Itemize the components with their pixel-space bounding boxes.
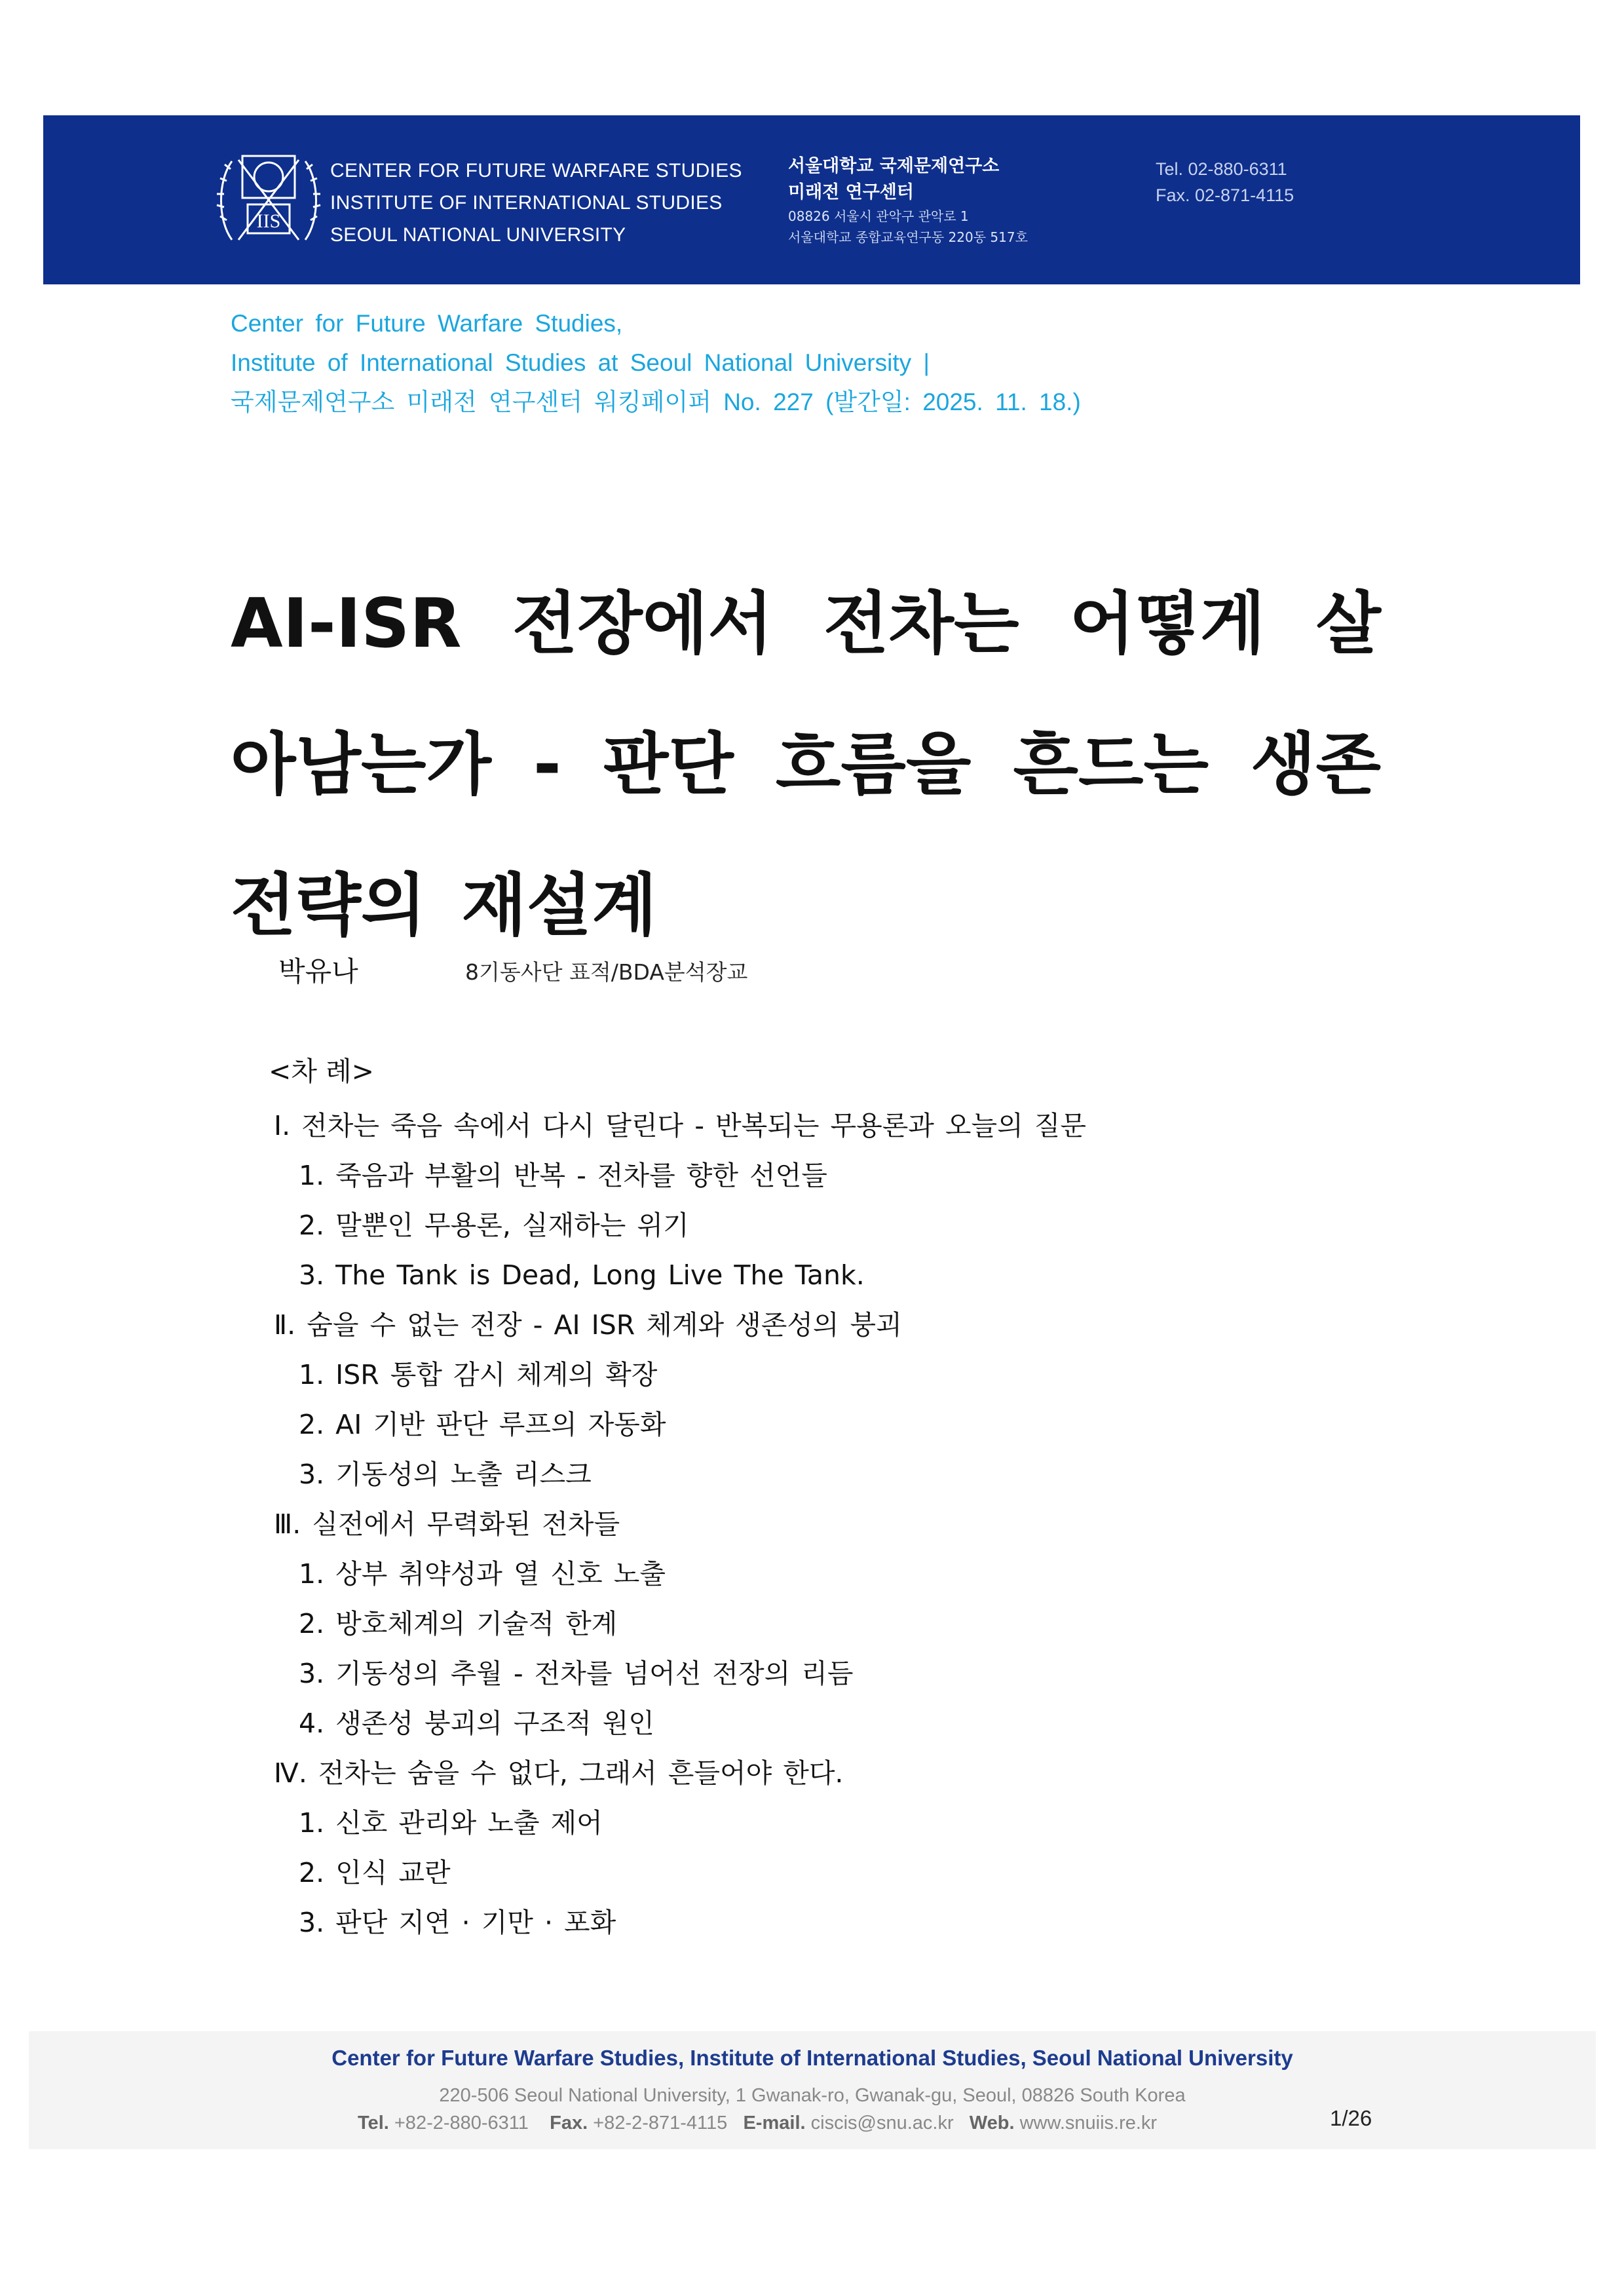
address-korean: 08826 서울시 관악구 관악로 1 [788, 208, 969, 224]
toc-subsection: 2. 인식 교란 [299, 1857, 451, 1888]
toc-subsection: 4. 생존성 붕괴의 구조적 원인 [299, 1708, 654, 1739]
toc-subsection: 2. AI 기반 판단 루프의 자동화 [299, 1409, 666, 1440]
footer-tel: +82-2-880-6311 [394, 2113, 529, 2133]
author-affiliation: 8기동사단 표적/BDA분석장교 [465, 959, 748, 985]
footer-org: Center for Future Warfare Studies, Institute of International Studies, Seoul National University [331, 2046, 1293, 2070]
toc-section: Ⅲ. 실전에서 무력화된 전차들 [274, 1508, 620, 1540]
toc-subsection: 1. ISR 통합 감시 체계의 확장 [299, 1359, 658, 1390]
header-contact [1156, 156, 1294, 208]
footer-address: 220-506 Seoul National University, 1 Gwanak-ro, Gwanak-gu, Seoul, 08826 South Korea [439, 2085, 1186, 2106]
table-of-contents [274, 1101, 1086, 1947]
toc-section: Ⅱ. 숨을 수 없는 전장 - AI ISR 체계와 생존성의 붕괴 [274, 1309, 902, 1341]
author-name: 박유나 [278, 955, 358, 987]
toc-subsection: 3. 기동성의 노출 리스크 [299, 1459, 592, 1490]
header-band [43, 115, 1580, 284]
toc-subsection: 1. 죽음과 부활의 반복 - 전차를 향한 선언들 [299, 1160, 827, 1191]
toc-subsection: 2. 방호체계의 기술적 한계 [299, 1608, 618, 1639]
toc-section: Ⅰ. 전차는 죽음 속에서 다시 달린다 - 반복되는 무용론과 오늘의 질문 [274, 1110, 1086, 1141]
toc-subsection: 1. 상부 취약성과 열 신호 노출 [299, 1558, 666, 1590]
toc-subsection: 3. The Tank is Dead, Long Live The Tank. [299, 1259, 865, 1291]
paper-title: AI-ISR 전장에서 전차는 어떻게 살아남는가 - 판단 흐름을 흔드는 생존 전략의 재설계 [231, 584, 1381, 945]
footer-contact: Tel. +82-2-880-6311 Fax. +82-2-871-4115 E-mail. ciscis@snu.ac.kr Web. www.snuiis.re.kr [358, 2113, 1158, 2133]
footer-email-link[interactable]: ciscis@snu.ac.kr [810, 2113, 954, 2133]
org-name-korean: 서울대학교 국제문제연구소 미래전 연구센터 08826 서울시 관악구 관악로 1 서울대학교 종합교육연구동 220동 517호 [788, 156, 1028, 245]
toc-subsection: 2. 말뿐인 무용론, 실재하는 위기 [299, 1210, 689, 1241]
page-footer [29, 2031, 1596, 2149]
footer-web-link[interactable]: www.snuiis.re.kr [1019, 2113, 1158, 2133]
page-number: 1/26 [1330, 2106, 1372, 2130]
header-tel: Tel. 02-880-6311 [1156, 159, 1287, 179]
toc-subsection: 3. 판단 지연 · 기만 · 포화 [299, 1907, 616, 1938]
toc-heading: <차 례> [269, 1056, 374, 1087]
svg-text:IIS: IIS [256, 210, 281, 232]
footer-fax: +82-2-871-4115 [593, 2113, 728, 2133]
iis-emblem-logo [212, 142, 325, 254]
publication-info: Center for Future Warfare Studies, Institute of International Studies at Seoul National University | 국제문제연구소 미래전 연구센터 워킹페이퍼 No. 227 (발간일: 2025. 11. 18.) [231, 310, 1081, 415]
toc-section: Ⅳ. 전차는 숨을 수 없다, 그래서 흔들어야 한다. [274, 1757, 844, 1789]
toc-subsection: 3. 기동성의 추월 - 전차를 넘어선 전장의 리듬 [299, 1658, 854, 1689]
header-fax: Fax. 02-871-4115 [1156, 185, 1294, 205]
org-name-english: CENTER FOR FUTURE WARFARE STUDIES INSTITUTE OF INTERNATIONAL STUDIES SEOUL NATIONAL UNIVERSITY [330, 160, 742, 246]
toc-subsection: 1. 신호 관리와 노출 제어 [299, 1807, 603, 1839]
